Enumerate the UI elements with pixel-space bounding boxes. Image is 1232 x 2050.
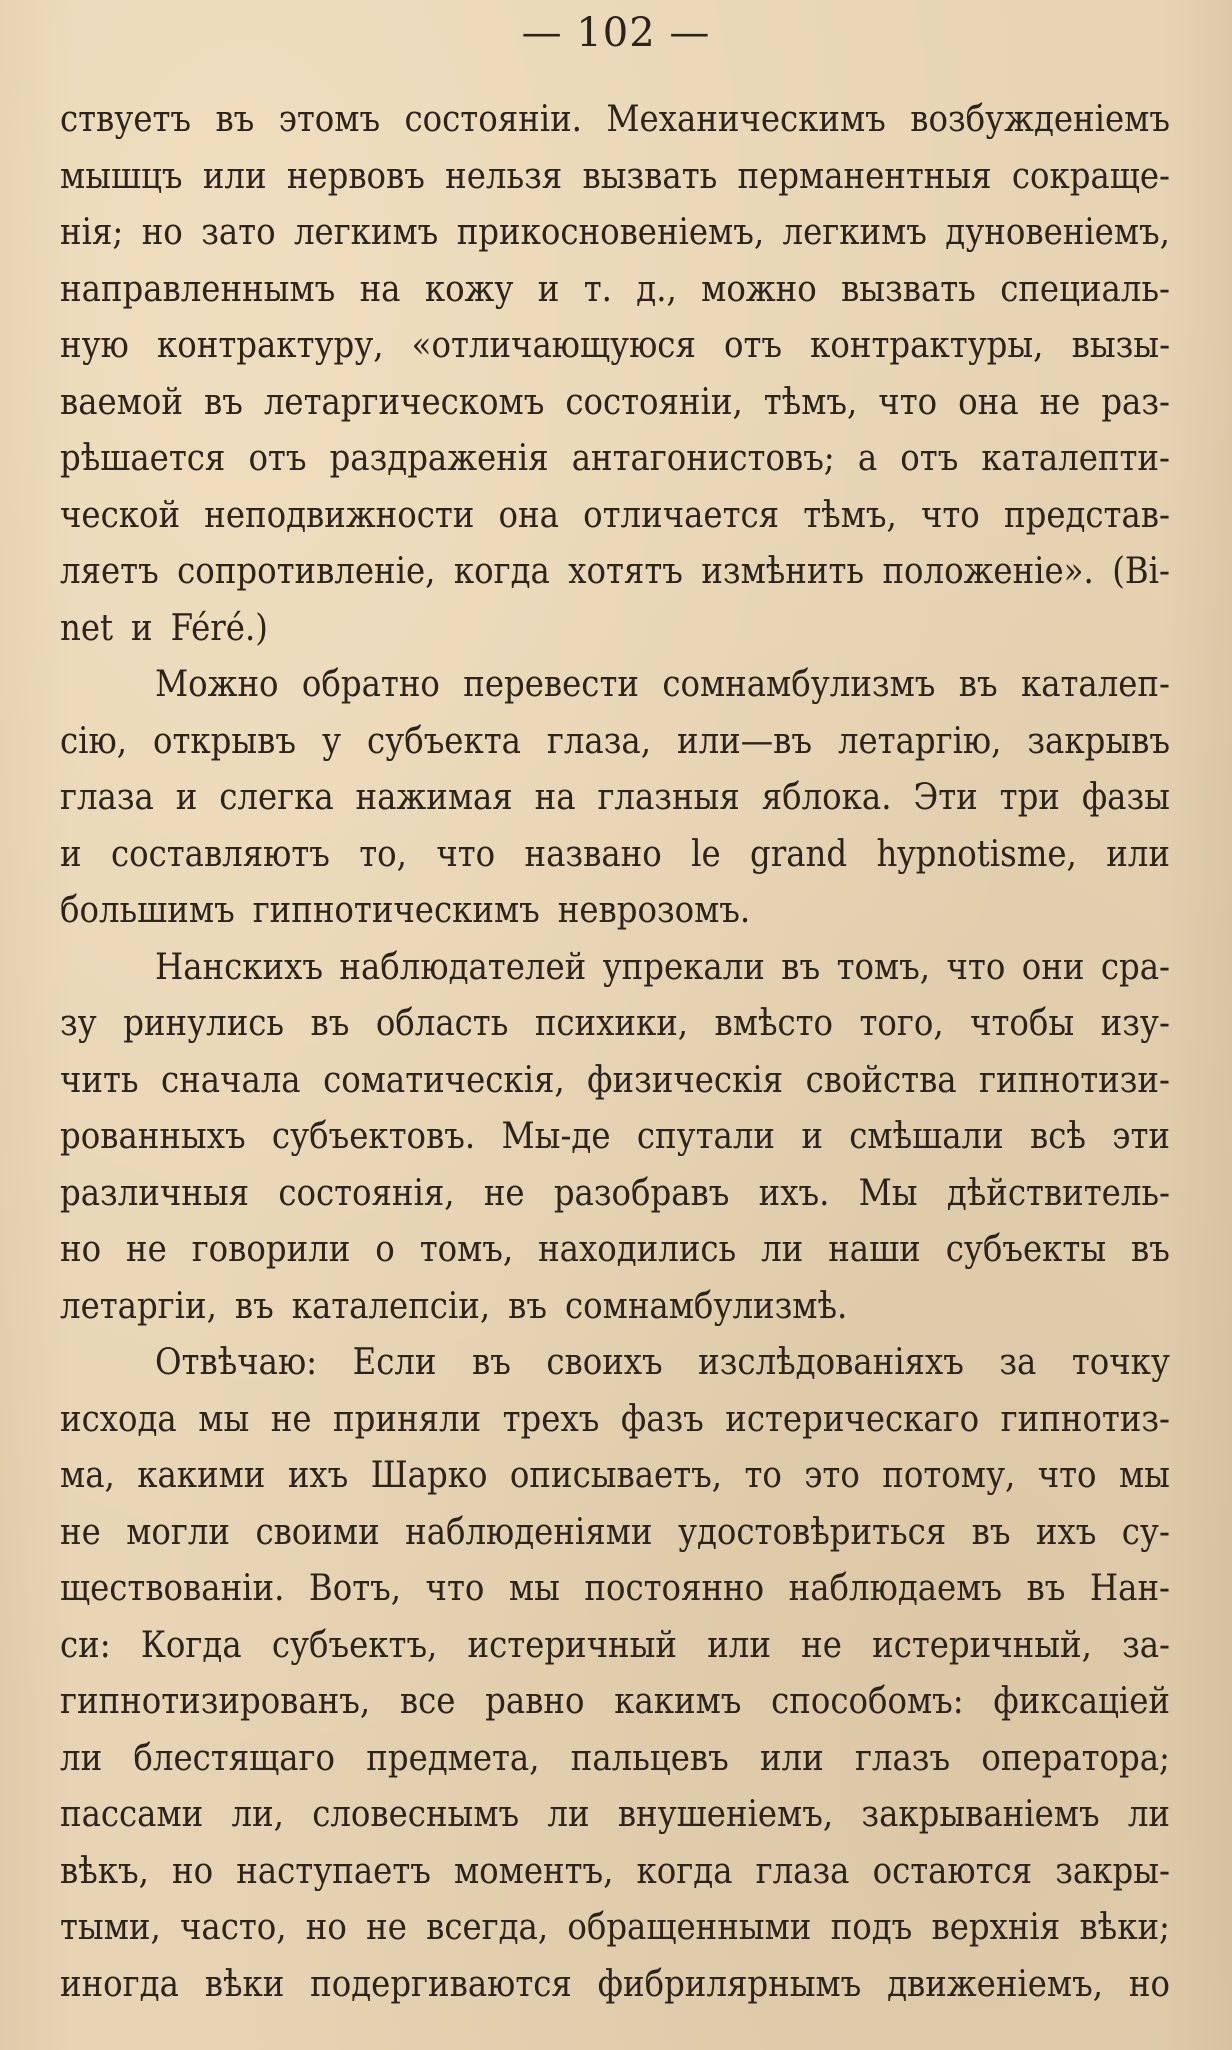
- word: въ: [1131, 1229, 1170, 1270]
- word: ляетъ: [60, 551, 159, 592]
- word: эти: [1112, 1116, 1170, 1157]
- word: Féré.): [170, 607, 268, 649]
- word: и: [175, 777, 198, 818]
- word: субъектовъ.: [271, 1116, 476, 1157]
- word: способомъ:: [771, 1681, 964, 1722]
- word: нажимая: [355, 777, 513, 818]
- word: не: [1039, 381, 1081, 423]
- word: то: [744, 1455, 782, 1496]
- word: удостовѣриться: [677, 1511, 947, 1553]
- text-line: [60, 1618, 1170, 1675]
- word: то,: [359, 833, 407, 875]
- word: этомъ: [278, 99, 381, 140]
- word: ли: [60, 1737, 103, 1779]
- word: закры-: [1055, 1850, 1170, 1892]
- word: нія;: [60, 212, 124, 253]
- word: каталепсіи,: [291, 1285, 491, 1327]
- word: измѣнить: [701, 551, 865, 592]
- word: субъекты: [945, 1229, 1107, 1270]
- word: ную: [60, 325, 129, 366]
- word: гипнотизи-: [979, 1059, 1170, 1101]
- word: они: [1021, 946, 1085, 988]
- word: того,: [859, 1003, 944, 1044]
- word: отъ: [724, 325, 783, 366]
- word: закрывъ: [1027, 720, 1170, 762]
- word: сію,: [60, 720, 127, 762]
- word: возбужденіемъ: [910, 99, 1170, 140]
- word: Когда: [140, 1624, 242, 1666]
- word: или: [707, 1624, 771, 1666]
- word: д.,: [636, 268, 677, 310]
- word: фиксаціей: [993, 1681, 1170, 1722]
- word: вызвать: [841, 268, 976, 310]
- word: въ: [310, 1003, 350, 1044]
- word: вызвать: [582, 155, 718, 197]
- word: открывъ: [152, 720, 296, 762]
- word: и: [60, 833, 82, 875]
- word: изу-: [1100, 1003, 1170, 1044]
- word: фазы: [1081, 777, 1170, 818]
- word: наблюдателей: [339, 946, 587, 988]
- text-line: [60, 770, 1170, 827]
- word: и: [801, 1116, 823, 1157]
- word: мы: [508, 1568, 560, 1609]
- word: а: [857, 438, 878, 479]
- word: неврозомъ.: [557, 890, 751, 931]
- word: это: [804, 1455, 860, 1496]
- word: сомнамбулизмѣ.: [565, 1285, 848, 1327]
- page-number: — 102 —: [521, 10, 711, 56]
- word: въ: [508, 1285, 547, 1327]
- text-line: [60, 1900, 1170, 1957]
- text-line: [60, 1279, 1170, 1336]
- word: она: [498, 494, 559, 536]
- word: у: [321, 720, 342, 762]
- word: и: [537, 268, 560, 310]
- text-line: [60, 827, 1170, 884]
- word: физическія: [587, 1059, 784, 1101]
- word: сра-: [1100, 946, 1170, 988]
- word: ихъ.: [758, 1172, 830, 1214]
- word: пальцевъ: [570, 1737, 729, 1779]
- word: но: [1128, 1963, 1170, 2005]
- text-line: [60, 1731, 1170, 1788]
- word: глазъ: [854, 1737, 951, 1779]
- word: что: [1037, 1455, 1097, 1496]
- word: область: [375, 1003, 509, 1044]
- text-line: [60, 1957, 1170, 2014]
- word: ствуетъ: [60, 99, 192, 140]
- word: каталепти-: [981, 438, 1170, 479]
- word: ли: [547, 1794, 590, 1835]
- word: наблюдаемъ: [788, 1568, 1002, 1609]
- word: трехъ: [502, 1398, 600, 1440]
- text-line: [60, 996, 1170, 1053]
- word: иногда: [60, 1963, 179, 2005]
- word: специаль-: [1000, 268, 1170, 310]
- text-line: [60, 601, 1170, 658]
- word: большимъ: [60, 890, 235, 931]
- word: въ: [234, 1285, 274, 1327]
- word: (Bi-: [1112, 551, 1170, 592]
- word: субъектъ,: [271, 1624, 438, 1666]
- word: и: [131, 607, 153, 649]
- text-line: [60, 149, 1170, 206]
- word: внушеніемъ,: [617, 1794, 834, 1835]
- word: хотятъ: [568, 551, 683, 592]
- word: летаргіи,: [60, 1285, 217, 1327]
- word: не: [801, 1624, 842, 1666]
- word: «отличающуюся: [411, 325, 696, 366]
- text-line: [60, 205, 1170, 262]
- word: раздраженія: [329, 438, 549, 479]
- word: что: [920, 494, 980, 536]
- word: но: [172, 1850, 214, 1892]
- word: Шарко: [370, 1455, 488, 1496]
- word: субъекта: [367, 720, 521, 762]
- word: не: [126, 1229, 167, 1270]
- word: Нанскихъ: [155, 946, 323, 988]
- word: нервовъ: [286, 155, 425, 197]
- word: приняли: [333, 1398, 482, 1440]
- word: сокраще-: [1011, 155, 1170, 197]
- word: сопротивленіе,: [177, 551, 436, 592]
- word: истеричный,: [872, 1624, 1092, 1666]
- word: чтобы: [970, 1003, 1075, 1044]
- text-line: [60, 1505, 1170, 1562]
- word: потому,: [882, 1455, 1016, 1496]
- word: постоянно: [584, 1568, 765, 1609]
- word: равно: [485, 1681, 585, 1722]
- word: верхнія: [931, 1907, 1061, 1948]
- text-line: [60, 1166, 1170, 1223]
- word: спутали: [636, 1116, 775, 1157]
- word: своихъ: [546, 1342, 663, 1383]
- text-line: [60, 1674, 1170, 1731]
- word: наблюденіями: [405, 1511, 653, 1553]
- word: зу: [60, 1003, 97, 1044]
- word: ческой: [60, 494, 181, 536]
- word: grand: [749, 833, 848, 875]
- word: когда: [636, 1850, 733, 1892]
- word: ихъ: [1035, 1511, 1097, 1553]
- word: остаются: [872, 1850, 1033, 1892]
- text-line: [60, 262, 1170, 319]
- word: говорили: [191, 1229, 351, 1270]
- word: вызы-: [1071, 325, 1170, 366]
- word: томъ,: [419, 1229, 514, 1270]
- word: перевести: [463, 664, 639, 705]
- word: Мы: [858, 1172, 918, 1214]
- word: изслѣдованіяхъ: [698, 1342, 964, 1383]
- word: гипнотизированъ,: [60, 1681, 371, 1722]
- text-line: [60, 375, 1170, 432]
- word: глаза: [60, 777, 154, 818]
- word: на: [359, 268, 401, 310]
- text-line: [60, 1053, 1170, 1110]
- word: смѣшали: [849, 1116, 1004, 1157]
- word: закрываніемъ: [861, 1794, 1100, 1835]
- word: каталеп-: [1020, 664, 1170, 705]
- text-line: [60, 92, 1170, 149]
- word: ваемой: [60, 381, 183, 423]
- word: раз-: [1101, 381, 1170, 423]
- word: нельзя: [445, 155, 563, 197]
- word: Если: [352, 1342, 437, 1383]
- word: чить: [60, 1059, 139, 1101]
- word: ринулись: [123, 1003, 285, 1044]
- word: моментъ,: [453, 1850, 614, 1892]
- word: контрактуры,: [810, 325, 1044, 366]
- word: Мы-де: [501, 1116, 611, 1157]
- word: что: [878, 381, 938, 423]
- word: въ: [781, 946, 821, 988]
- word: составляютъ: [110, 833, 330, 875]
- text-line: [60, 1335, 1170, 1392]
- word: le: [691, 833, 721, 875]
- word: исхода: [60, 1398, 177, 1440]
- word: соматическія,: [323, 1059, 565, 1101]
- word: тѣмъ,: [763, 381, 858, 423]
- word: не: [366, 1907, 407, 1948]
- word: мышцъ: [60, 155, 183, 197]
- word: контрактуру,: [156, 325, 384, 366]
- word: глаза,: [546, 720, 651, 762]
- word: направленнымъ: [60, 268, 336, 310]
- word: истеричный: [467, 1624, 678, 1666]
- text-line: [60, 488, 1170, 545]
- word: Нан-: [1089, 1568, 1170, 1609]
- word: три: [999, 777, 1060, 818]
- word: въ: [215, 99, 255, 140]
- word: Можно: [155, 664, 279, 705]
- word: легкимъ: [782, 212, 927, 253]
- word: яблока.: [761, 777, 892, 818]
- text-line: [60, 1392, 1170, 1449]
- text-line: [60, 431, 1170, 488]
- word: но: [141, 212, 183, 253]
- word: на: [534, 777, 576, 818]
- text-line: [60, 1787, 1170, 1844]
- word: дѣйствитель-: [946, 1172, 1170, 1214]
- word: вмѣсто: [714, 1003, 834, 1044]
- word: пассами: [60, 1794, 204, 1835]
- word: томъ,: [836, 946, 931, 988]
- word: летаргическомъ: [263, 381, 545, 423]
- word: неподвижности: [204, 494, 475, 536]
- word: глазныя: [597, 777, 740, 818]
- word: находились: [538, 1229, 737, 1270]
- word: кожу: [424, 268, 514, 310]
- word: часто,: [180, 1907, 287, 1948]
- word: или: [759, 1737, 824, 1779]
- text-line: [60, 1109, 1170, 1166]
- word: фибрилярнымъ: [597, 1963, 862, 2005]
- word: наступаетъ: [236, 1850, 431, 1892]
- word: сначала: [161, 1059, 301, 1101]
- text-line: [60, 657, 1170, 714]
- word: что: [436, 833, 496, 875]
- word: отъ: [900, 438, 959, 479]
- word: су-: [1121, 1511, 1170, 1553]
- word: представ-: [1004, 494, 1170, 536]
- word: си:: [60, 1624, 111, 1666]
- word: отличается: [583, 494, 780, 536]
- word: ли: [1127, 1794, 1170, 1835]
- word: гипнотическимъ: [252, 890, 540, 931]
- word: net: [60, 607, 114, 649]
- text-line: [60, 318, 1170, 375]
- word: или: [202, 155, 267, 197]
- text-line: [60, 1222, 1170, 1279]
- word: Эти: [913, 777, 978, 818]
- word: названо: [524, 833, 662, 875]
- word: легкимъ: [293, 212, 439, 253]
- word: что: [946, 946, 1006, 988]
- word: ихъ: [287, 1455, 349, 1496]
- word: всегда,: [426, 1907, 549, 1948]
- word: въ: [472, 1342, 511, 1383]
- word: но: [305, 1907, 347, 1948]
- word: различныя: [60, 1172, 250, 1214]
- word: какими: [137, 1455, 266, 1496]
- word: блестящаго: [133, 1737, 335, 1779]
- word: о: [375, 1229, 395, 1270]
- word: не: [270, 1398, 312, 1440]
- word: можно: [701, 268, 817, 310]
- word: hypnotisme,: [876, 833, 1077, 875]
- word: она: [958, 381, 1019, 423]
- word: все: [399, 1681, 456, 1722]
- body-text: [60, 92, 1170, 2013]
- word: но: [60, 1229, 102, 1270]
- word: движеніемъ,: [887, 1963, 1104, 2005]
- text-line: [60, 714, 1170, 771]
- word: могли: [126, 1511, 230, 1553]
- word: не: [60, 1511, 101, 1553]
- word: летаргію,: [837, 720, 1002, 762]
- word: зато: [201, 212, 276, 253]
- word: подъ: [830, 1907, 913, 1948]
- word: психики,: [534, 1003, 689, 1044]
- word: антагонистовъ;: [571, 438, 835, 479]
- word: т.: [583, 268, 612, 310]
- word: въ: [958, 664, 998, 705]
- word: когда: [453, 551, 550, 592]
- word: тѣмъ,: [803, 494, 897, 536]
- word: дуновеніемъ,: [945, 212, 1170, 253]
- word: состояніи.: [404, 99, 582, 140]
- word: ществованіи.: [60, 1568, 285, 1609]
- word: ли,: [231, 1794, 284, 1835]
- word: свойства: [805, 1059, 957, 1101]
- word: перманентныя: [737, 155, 992, 197]
- word: въ: [971, 1511, 1011, 1553]
- word: за-: [1122, 1624, 1170, 1666]
- word: вѣки;: [1079, 1907, 1170, 1948]
- word: Механическимъ: [606, 99, 886, 140]
- word: упрекали: [602, 946, 765, 988]
- word: вѣки: [204, 1963, 285, 2005]
- word: истерическаго: [725, 1398, 980, 1440]
- text-line: [60, 940, 1170, 997]
- word: ма,: [60, 1455, 115, 1496]
- word: гипнотиз-: [1000, 1398, 1170, 1440]
- word: состояніи,: [565, 381, 743, 423]
- word: положеніе».: [882, 551, 1094, 592]
- text-line: [60, 544, 1170, 601]
- word: глаза: [755, 1850, 850, 1892]
- word: своими: [255, 1511, 380, 1553]
- text-line: [60, 1448, 1170, 1505]
- word: сомнамбулизмъ: [662, 664, 936, 705]
- word: подергиваются: [310, 1963, 572, 2005]
- text-line: [60, 1561, 1170, 1618]
- word: Вотъ,: [308, 1568, 402, 1609]
- word: не: [483, 1172, 525, 1214]
- word: мы: [198, 1398, 250, 1440]
- word: точку: [1071, 1342, 1170, 1383]
- word: за: [999, 1342, 1037, 1383]
- word: рованныхъ: [60, 1116, 246, 1157]
- word: тыми,: [60, 1907, 161, 1948]
- word: вѣкъ,: [60, 1850, 149, 1892]
- word: словеснымъ: [312, 1794, 520, 1835]
- word: рѣшается: [60, 438, 226, 479]
- word: предмета,: [366, 1737, 540, 1779]
- word: въ: [1026, 1568, 1066, 1609]
- word: состоянія,: [278, 1172, 455, 1214]
- word: фазъ: [620, 1398, 704, 1440]
- word: оператора;: [981, 1737, 1170, 1779]
- word: мы: [1118, 1455, 1170, 1496]
- word: обращенными: [567, 1907, 812, 1948]
- text-line: [60, 883, 1170, 940]
- word: прикосновеніемъ,: [456, 212, 765, 253]
- word: какимъ: [614, 1681, 742, 1722]
- word: наши: [828, 1229, 921, 1270]
- word: слегка: [219, 777, 334, 818]
- word: разобравъ: [553, 1172, 730, 1214]
- word: Отвѣчаю:: [155, 1342, 318, 1383]
- word: описываетъ,: [509, 1455, 722, 1496]
- word: что: [425, 1568, 485, 1609]
- word: отъ: [248, 438, 307, 479]
- word: ли: [761, 1229, 804, 1270]
- word: всѣ: [1030, 1116, 1086, 1157]
- text-line: [60, 1844, 1170, 1901]
- word: или—въ: [676, 720, 812, 762]
- word: въ: [203, 381, 243, 423]
- word: или: [1106, 833, 1170, 875]
- word: обратно: [301, 664, 440, 705]
